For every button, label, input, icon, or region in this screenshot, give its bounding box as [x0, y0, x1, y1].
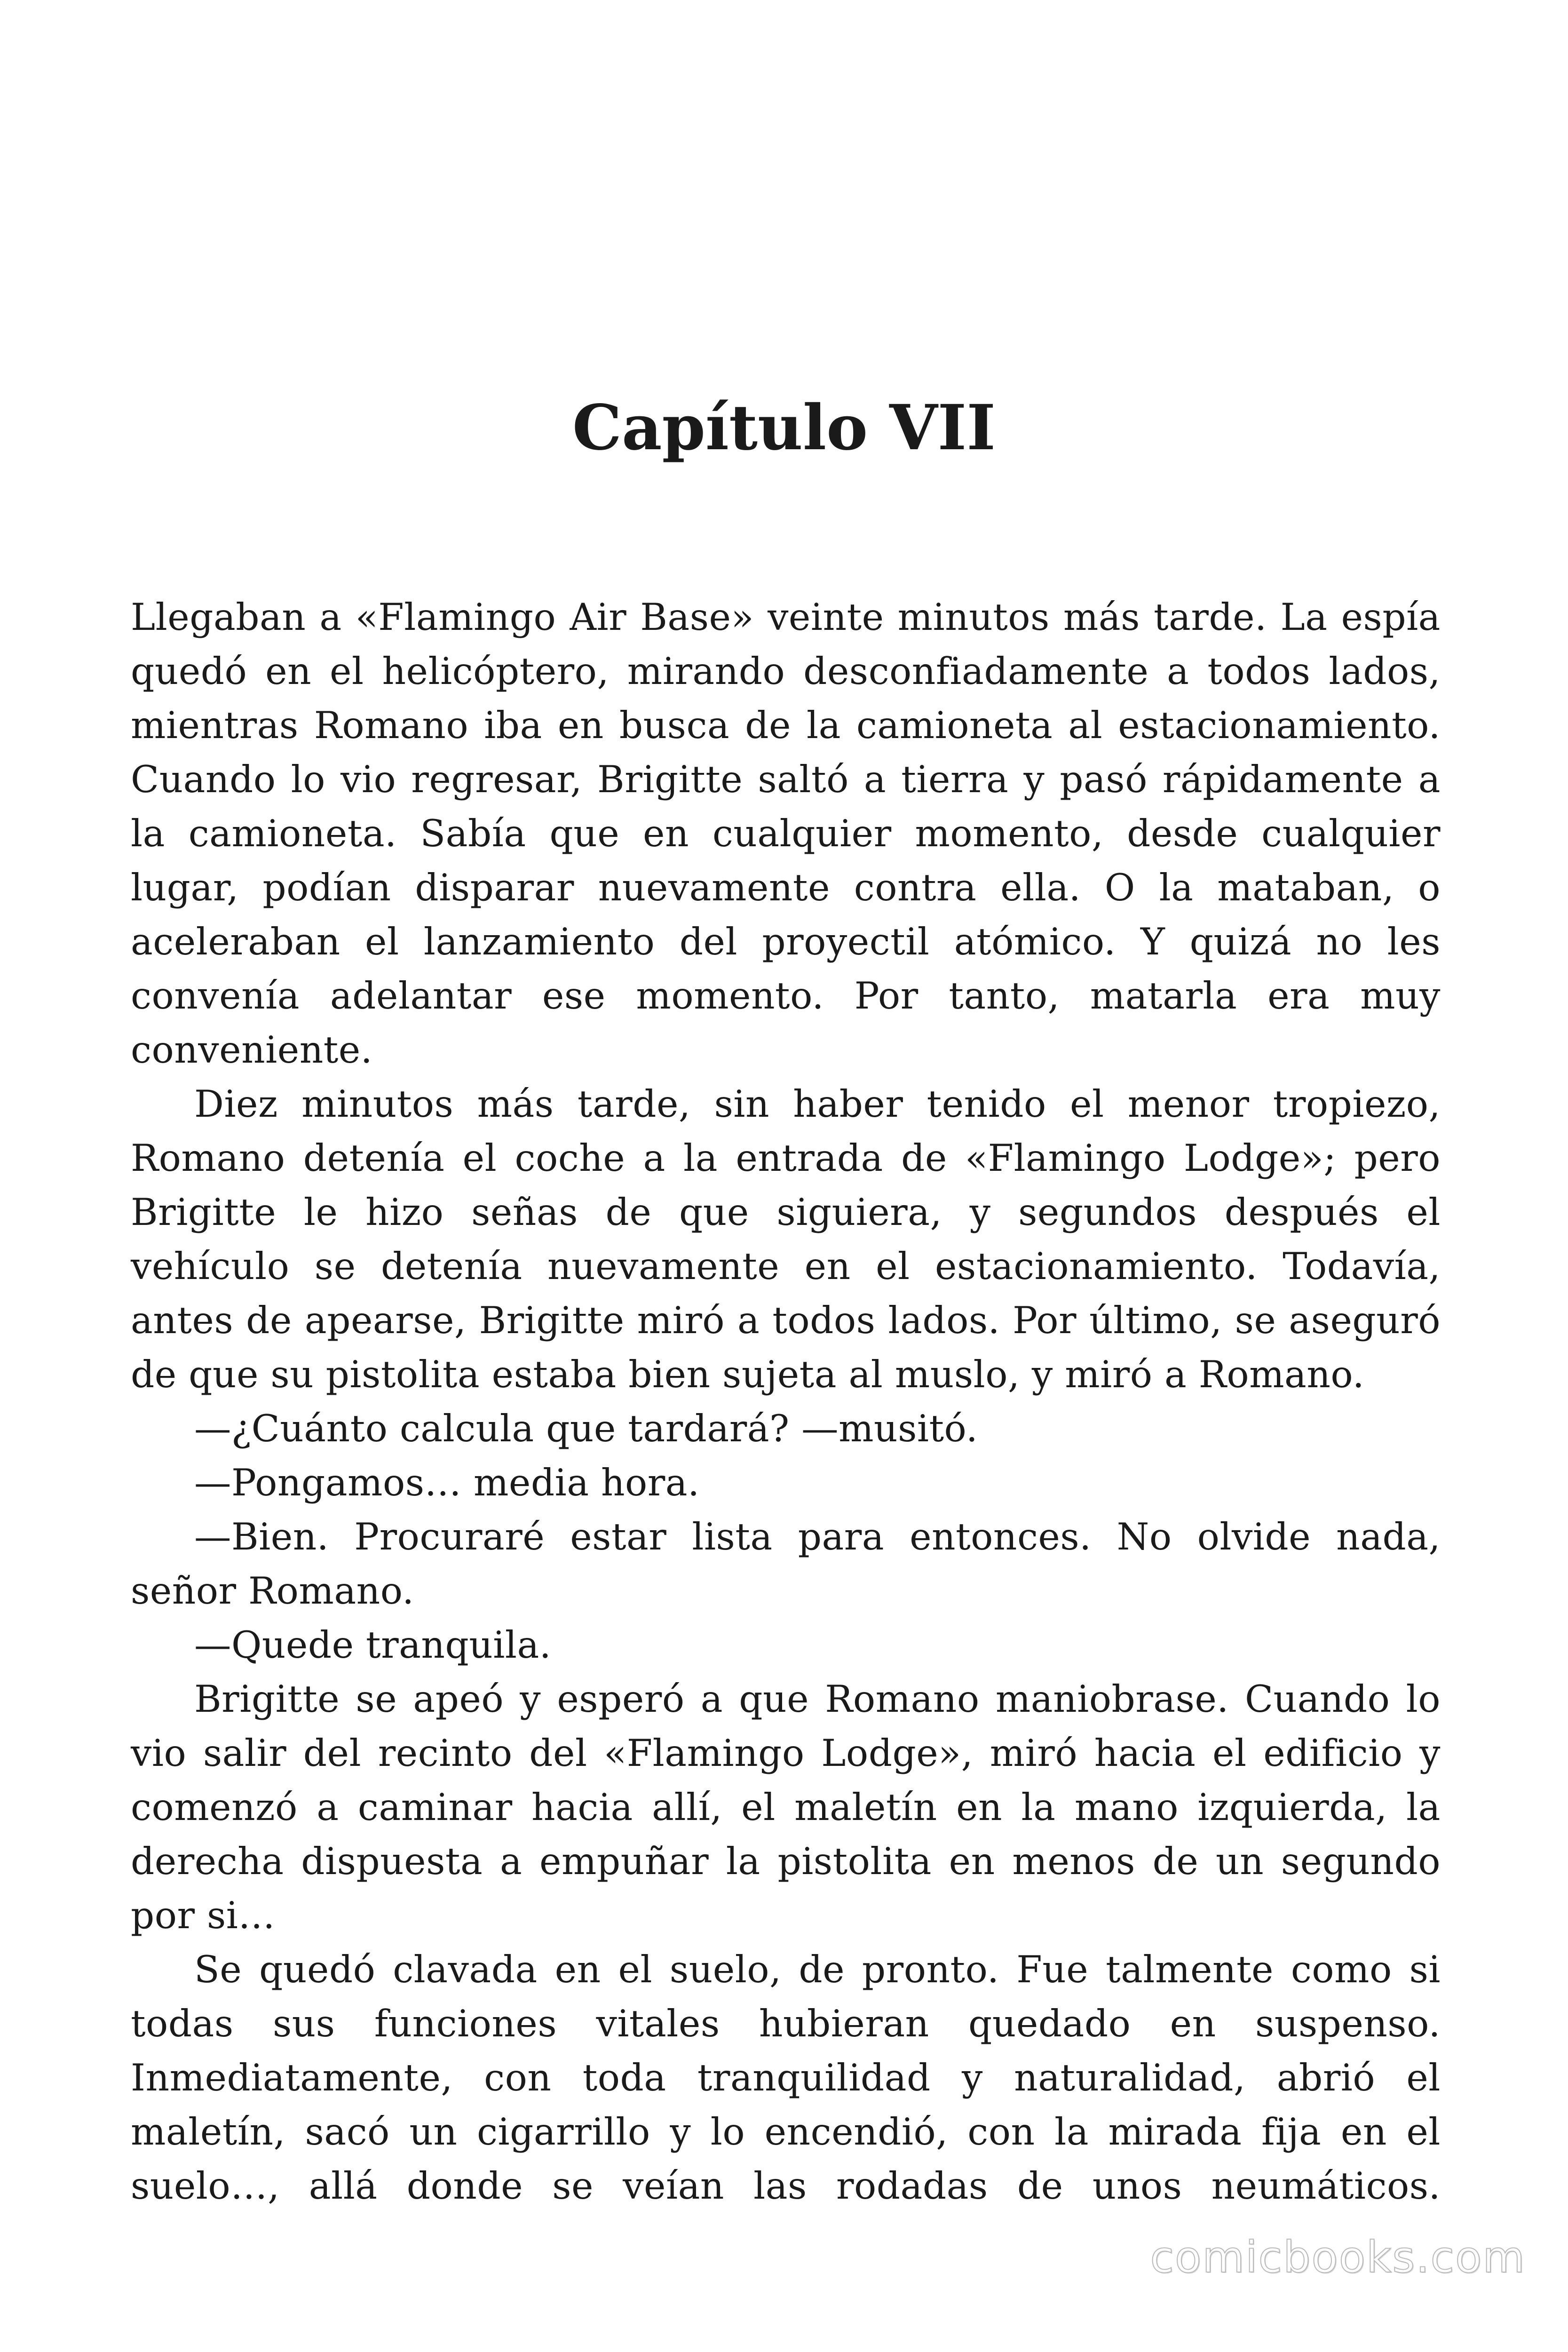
text-line: —Bien. Procuraré estar lista para entonces. No olvide nada,	[194, 1515, 1441, 1558]
watermark-logo: comicbooks.com	[1150, 2232, 1526, 2282]
text-line: Llegaban a «Flamingo Air Base» veinte minutos más tarde. La espía	[131, 596, 1441, 639]
text-line: vehículo se detenía nuevamente en el estacionamiento. Todavía,	[131, 1245, 1441, 1288]
text-line: Se quedó clavada en el suelo, de pronto. Fue talmente como si	[194, 1948, 1441, 1991]
text-line: —¿Cuánto calcula que tardará? —musitó.	[194, 1407, 978, 1450]
text-line: mientras Romano iba en busca de la camioneta al estacionamiento.	[131, 704, 1441, 747]
chapter-text	[131, 590, 1441, 2213]
text-line: derecha dispuesta a empuñar la pistolita en menos de un segundo	[131, 1840, 1441, 1883]
text-line: Inmediatamente, con toda tranquilidad y naturalidad, abrió el	[131, 2056, 1441, 2099]
text-line: suelo…, allá donde se veían las rodadas de unos neumáticos.	[131, 2164, 1441, 2208]
text-line: aceleraban el lanzamiento del proyectil atómico. Y quizá no les	[131, 920, 1441, 963]
text-line: comenzó a caminar hacia allí, el maletín en la mano izquierda, la	[131, 1786, 1441, 1829]
text-line: maletín, sacó un cigarrillo y lo encendió, con la mirada fija en el	[131, 2110, 1441, 2153]
text-line: —Quede tranquila.	[194, 1623, 552, 1667]
text-line: por si…	[131, 1894, 276, 1937]
text-line: convenía adelantar ese momento. Por tanto, matarla era muy	[131, 974, 1441, 1017]
text-line: Cuando lo vio regresar, Brigitte saltó a tierra y pasó rápidamente a	[131, 758, 1441, 801]
text-line: Brigitte se apeó y esperó a que Romano maniobrase. Cuando lo	[194, 1677, 1441, 1721]
text-line: antes de apearse, Brigitte miró a todos lados. Por último, se aseguró	[131, 1299, 1441, 1342]
text-line: señor Romano.	[131, 1569, 414, 1613]
text-line: Romano detenía el coche a la entrada de «Flamingo Lodge»; pero	[131, 1136, 1441, 1180]
text-line: quedó en el helicóptero, mirando desconfiadamente a todos lados,	[131, 650, 1441, 693]
text-line: —Pongamos… media hora.	[194, 1461, 700, 1504]
text-line: la camioneta. Sabía que en cualquier momento, desde cualquier	[131, 812, 1441, 855]
text-line: lugar, podían disparar nuevamente contra ella. O la mataban, o	[131, 866, 1441, 909]
text-line: de que su pistolita estaba bien sujeta al muslo, y miró a Romano.	[131, 1353, 1365, 1396]
text-line: Diez minutos más tarde, sin haber tenido el menor tropiezo,	[194, 1082, 1441, 1126]
text-line: todas sus funciones vitales hubieran quedado en suspenso.	[131, 2002, 1441, 2045]
text-line: conveniente.	[131, 1028, 373, 1072]
chapter-title: Capítulo VII	[572, 391, 996, 464]
text-line: vio salir del recinto del «Flamingo Lodge», miró hacia el edificio y	[131, 1732, 1441, 1775]
text-line: Brigitte le hizo señas de que siguiera, y segundos después el	[131, 1191, 1441, 1234]
